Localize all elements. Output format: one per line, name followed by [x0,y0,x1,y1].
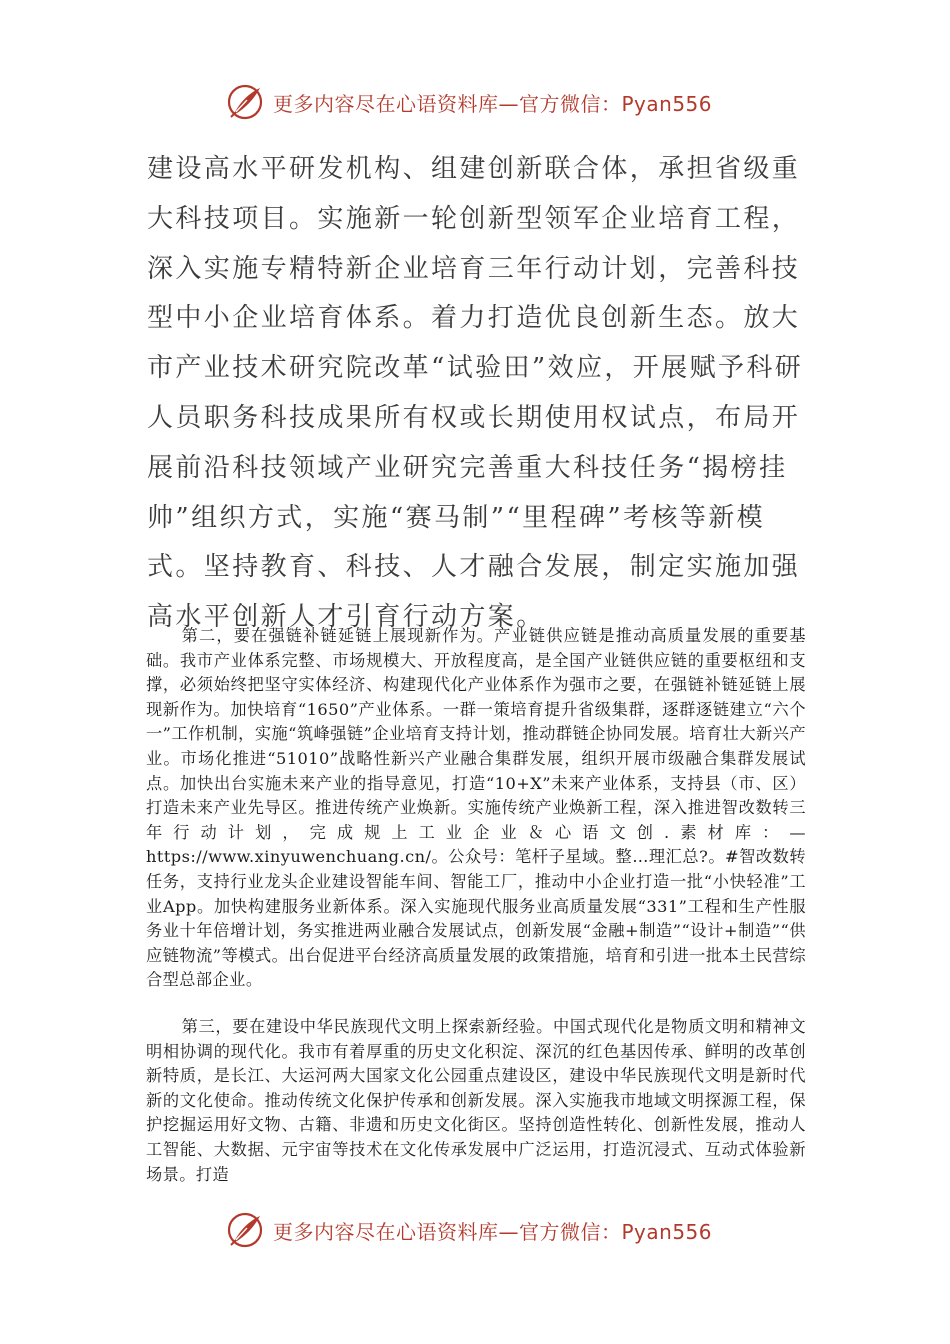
header-banner [225,80,745,124]
footer-banner [225,1208,745,1252]
quill-pen-icon [225,1210,265,1250]
banner-text: 更多内容尽在心语资料库—官方微信：Pyan556 [273,91,713,116]
paragraph-second: 第二，要在强链补链延链上展现新作为。产业链供应链是推动高质量发展的重要基础。我市产业体系完整、市场规模大、开放程度高，是全国产业链供应链的重要枢纽和支撑，必须始终把坚守实体经济、构建现代化产业体系作为强市之要，在强链补链延链上展现新作为。加快培育“1650”产业体系。一群一策培育提升省级集群，逐群逐链建立“六个一”工作机制，实施“筑峰强链”企业培育支持计划，推动群链企协同发展。培育壮大新兴产业。市场化推进“51010”战略性新兴产业融合集群发展，组织开展市级融合集群发展试点。加快出台实施未来产业的指导意见，打造“10+X”未来产业体系，支持县（市、区）打造未来产业先导区。推进传统产业焕新。实施传统产业焕新工程，深入推进智改数转三年行动计划，完成规上工业企业＆心语文创.素材库：—https://www.xinyuwenchuang.cn/。公众号：笔杆子星域。整…理汇总?。#智改数转任务，支持行业龙头企业建设智能车间、智能工厂，推动中小企业打造一批“小快轻准”工业App。加快构建服务业新体系。深入实施现代服务业高质量发展“331”工程和生产性服务业十年倍增计划，务实推进两业融合发展试点，创新发展“金融+制造”“设计+制造”“供应链物流”等模式。出台促进平台经济高质量发展的政策措施，培育和引进一批本土民营综合型总部企业。 [146,626,806,990]
paragraph-third: 第三，要在建设中华民族现代文明上探索新经验。中国式现代化是物质文明和精神文明相协调的现代化。我市有着厚重的历史文化积淀、深沉的红色基因传承、鲜明的改革创新特质，是长江、大运河两大国家文化公园重点建设区，建设中华民族现代文明是新时代新的文化使命。推动传统文化保护传承和创新发展。深入实施我市地域文明探源工程，保护挖掘运用好文物、古籍、非遗和历史文化街区。坚持创造性转化、创新性发展，推动人工智能、大数据、元宇宙等技术在文化传承发展中广泛运用，打造沉浸式、互动式体验新场景。打造 [146,1017,806,1184]
banner-text: 更多内容尽在心语资料库—官方微信：Pyan556 [273,1219,713,1244]
quill-pen-icon [225,82,265,122]
paragraph-continuation: 建设高水平研发机构、组建创新联合体，承担省级重大科技项目。实施新一轮创新型领军企业培育工程，深入实施专精特新企业培育三年行动计划，完善科技型中小企业培育体系。着力打造优良创新生态。放大市产业技术研究院改革“试验田”效应，开展赋予科研人员职务科技成果所有权或长期使用权试点，布局开展前沿科技领域产业研究完善重大科技任务“揭榜挂帅”组织方式，实施“赛马制”“里程碑”考核等新模式。坚持教育、科技、人才融合发展，制定实施加强高水平创新人才引育行动方案。 [147,154,804,633]
